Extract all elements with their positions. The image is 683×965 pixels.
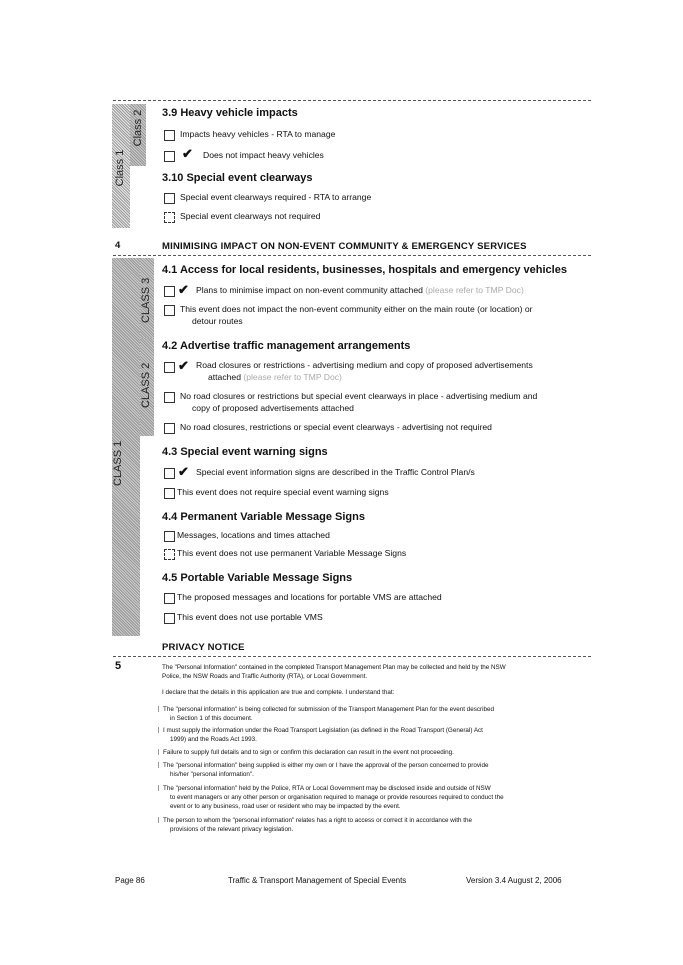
privacy-item-line: The person to whom the "personal information" relates has a right to access or correct it in accordance with the (163, 817, 472, 824)
option-3-9-1: Impacts heavy vehicles - RTA to manage (180, 129, 336, 139)
option-4-5-2: This event does not use portable VMS (177, 612, 323, 622)
privacy-declare: I declare that the details in this application are true and complete. I understand that: (162, 689, 395, 696)
checkbox-4-2-1[interactable] (164, 362, 175, 373)
option-3-10-2: Special event clearways not required (180, 211, 321, 221)
footer-title: Traffic & Transport Management of Special Events (228, 876, 407, 885)
checkbox-3-9-2[interactable] (164, 151, 175, 162)
option-4-2-3: No road closures, restrictions or special event clearways - advertising not required (180, 422, 492, 432)
checkmark-icon: ✔ (178, 358, 189, 373)
bullet-marker (158, 785, 161, 791)
bullet-marker (158, 762, 161, 768)
bullet-marker (158, 706, 161, 712)
privacy-intro-line2: Police, the NSW Roads and Traffic Authority (RTA), or Local Government. (162, 673, 368, 680)
heading-4-5: 4.5 Portable Variable Message Signs (162, 572, 353, 584)
section-4-title: MINIMISING IMPACT ON NON-EVENT COMMUNITY & EMERGENCY SERVICES (162, 241, 527, 252)
bullet-marker (158, 817, 161, 823)
privacy-item-line: his/her "personal information". (170, 771, 254, 778)
option-4-4-2: This event does not use permanent Variable Message Signs (177, 548, 407, 558)
class2-label-top: Class 2 (132, 109, 144, 147)
privacy-item-line: event or to any business, road user or resident who may be impacted by the event. (170, 803, 401, 810)
checkmark-icon: ✔ (182, 146, 193, 161)
option-4-2-1-line2 (196, 371, 533, 383)
privacy-divider (113, 656, 591, 657)
class1-label-top: Class 1 (114, 149, 126, 187)
privacy-title-text: PRIVACY NOTICE (162, 642, 245, 653)
footer-page: Page 86 (115, 876, 145, 885)
checkbox-4-4-2[interactable] (164, 549, 175, 560)
checkbox-4-5-2[interactable] (164, 613, 175, 624)
privacy-item-line: The "personal information" is being collected for submission of the Transport Management Plan for the event described (163, 706, 495, 713)
checkbox-4-2-3[interactable] (164, 423, 175, 434)
privacy-intro-line1: The "Personal Information" contained in the completed Transport Management Plan may be collected and held by the NSW (162, 664, 506, 671)
privacy-item (158, 761, 488, 779)
privacy-item-line: The "personal information" held by the Police, RTA or Local Government may be disclosed inside and outside of NSW (163, 785, 491, 792)
option-4-1-1-ref: (please refer to TMP Doc) (425, 285, 524, 295)
privacy-item (158, 726, 483, 744)
checkbox-4-2-2[interactable] (164, 392, 175, 403)
privacy-item-line: I must supply the information under the Road Transport Legislation (as defined in the Road Transport (General) Act (163, 727, 483, 734)
section-4-divider (113, 255, 591, 256)
top-divider (113, 100, 591, 101)
privacy-item (158, 748, 454, 757)
checkbox-3-10-2[interactable] (164, 212, 175, 223)
option-4-2-1-ref: (please refer to TMP Doc) (243, 372, 342, 382)
option-4-2-1-line2-text: attached (208, 372, 241, 382)
heading-4-2: 4.2 Advertise traffic management arrangements (162, 340, 411, 352)
checkmark-icon: ✔ (178, 282, 189, 297)
heading-3-10: 3.10 Special event clearways (162, 172, 313, 184)
option-4-2-2 (180, 390, 537, 414)
footer-version: Version 3.4 August 2, 2006 (466, 876, 562, 885)
class2-label: CLASS 2 (140, 362, 152, 408)
privacy-item (158, 705, 494, 723)
checkbox-4-4-1[interactable] (164, 531, 175, 542)
option-3-10-1: Special event clearways required - RTA to arrange (180, 192, 372, 202)
heading-3-9: 3.9 Heavy vehicle impacts (162, 107, 298, 119)
checkbox-4-3-1[interactable] (164, 468, 175, 479)
option-3-9-2: Does not impact heavy vehicles (203, 150, 324, 160)
class3-label: CLASS 3 (140, 277, 152, 323)
option-4-1-1-text: Plans to minimise impact on non-event community attached (196, 285, 423, 295)
option-4-2-1 (196, 359, 533, 383)
heading-4-4: 4.4 Permanent Variable Message Signs (162, 511, 365, 523)
privacy-item (158, 784, 504, 811)
section-5-number: 5 (115, 660, 122, 672)
heading-4-3: 4.3 Special event warning signs (162, 446, 328, 458)
heading-4-1: 4.1 Access for local residents, businesses, hospitals and emergency vehicles (162, 264, 567, 276)
option-4-3-1: Special event information signs are described in the Traffic Control Plan/s (196, 467, 475, 477)
option-4-1-1 (196, 284, 524, 296)
option-4-5-1: The proposed messages and locations for portable VMS are attached (177, 592, 442, 602)
option-4-1-2-line2: detour routes (192, 316, 243, 326)
checkbox-4-3-2[interactable] (164, 488, 175, 499)
class1-label: CLASS 1 (112, 440, 124, 486)
bullet-marker (158, 749, 161, 755)
checkbox-4-5-1[interactable] (164, 593, 175, 604)
option-4-4-1: Messages, locations and times attached (177, 530, 330, 540)
option-4-2-2-line1: No road closures or restrictions but special event clearways in place - advertising medium and (180, 391, 538, 401)
checkbox-3-10-1[interactable] (164, 193, 175, 204)
privacy-intro (162, 663, 506, 681)
checkmark-icon: ✔ (178, 464, 189, 479)
privacy-item-line: 1999) and the Roads Act 1993. (170, 736, 257, 743)
checkbox-3-9-1[interactable] (164, 130, 175, 141)
option-4-2-1-line1: Road closures or restrictions - advertising medium and copy of proposed advertisements (196, 360, 533, 370)
option-4-1-2-line1: This event does not impact the non-event community either on the main route (or location) or (180, 304, 533, 314)
privacy-title (162, 642, 245, 653)
privacy-item-line: The "personal information" being supplied is either my own or I have the approval of the person concerned to provide (163, 762, 489, 769)
option-4-2-2-line2: copy of proposed advertisements attached (192, 403, 354, 413)
section-4-number: 4 (115, 240, 121, 251)
option-4-1-2 (180, 303, 533, 327)
privacy-item-line: to event managers or any other person or organisation required to manage or provide resources required to conduct the (170, 794, 504, 801)
bullet-marker (158, 727, 161, 733)
checkbox-4-1-1[interactable] (164, 286, 175, 297)
privacy-item (158, 816, 472, 834)
option-4-3-2: This event does not require special event warning signs (177, 487, 389, 497)
checkbox-4-1-2[interactable] (164, 305, 175, 316)
privacy-item-line: Failure to supply full details and to sign or confirm this declaration can result in the event not proceeding. (163, 749, 454, 756)
privacy-item-line: in Section 1 of this document. (170, 715, 253, 722)
privacy-item-line: provisions of the relevant privacy legislation. (170, 826, 294, 833)
